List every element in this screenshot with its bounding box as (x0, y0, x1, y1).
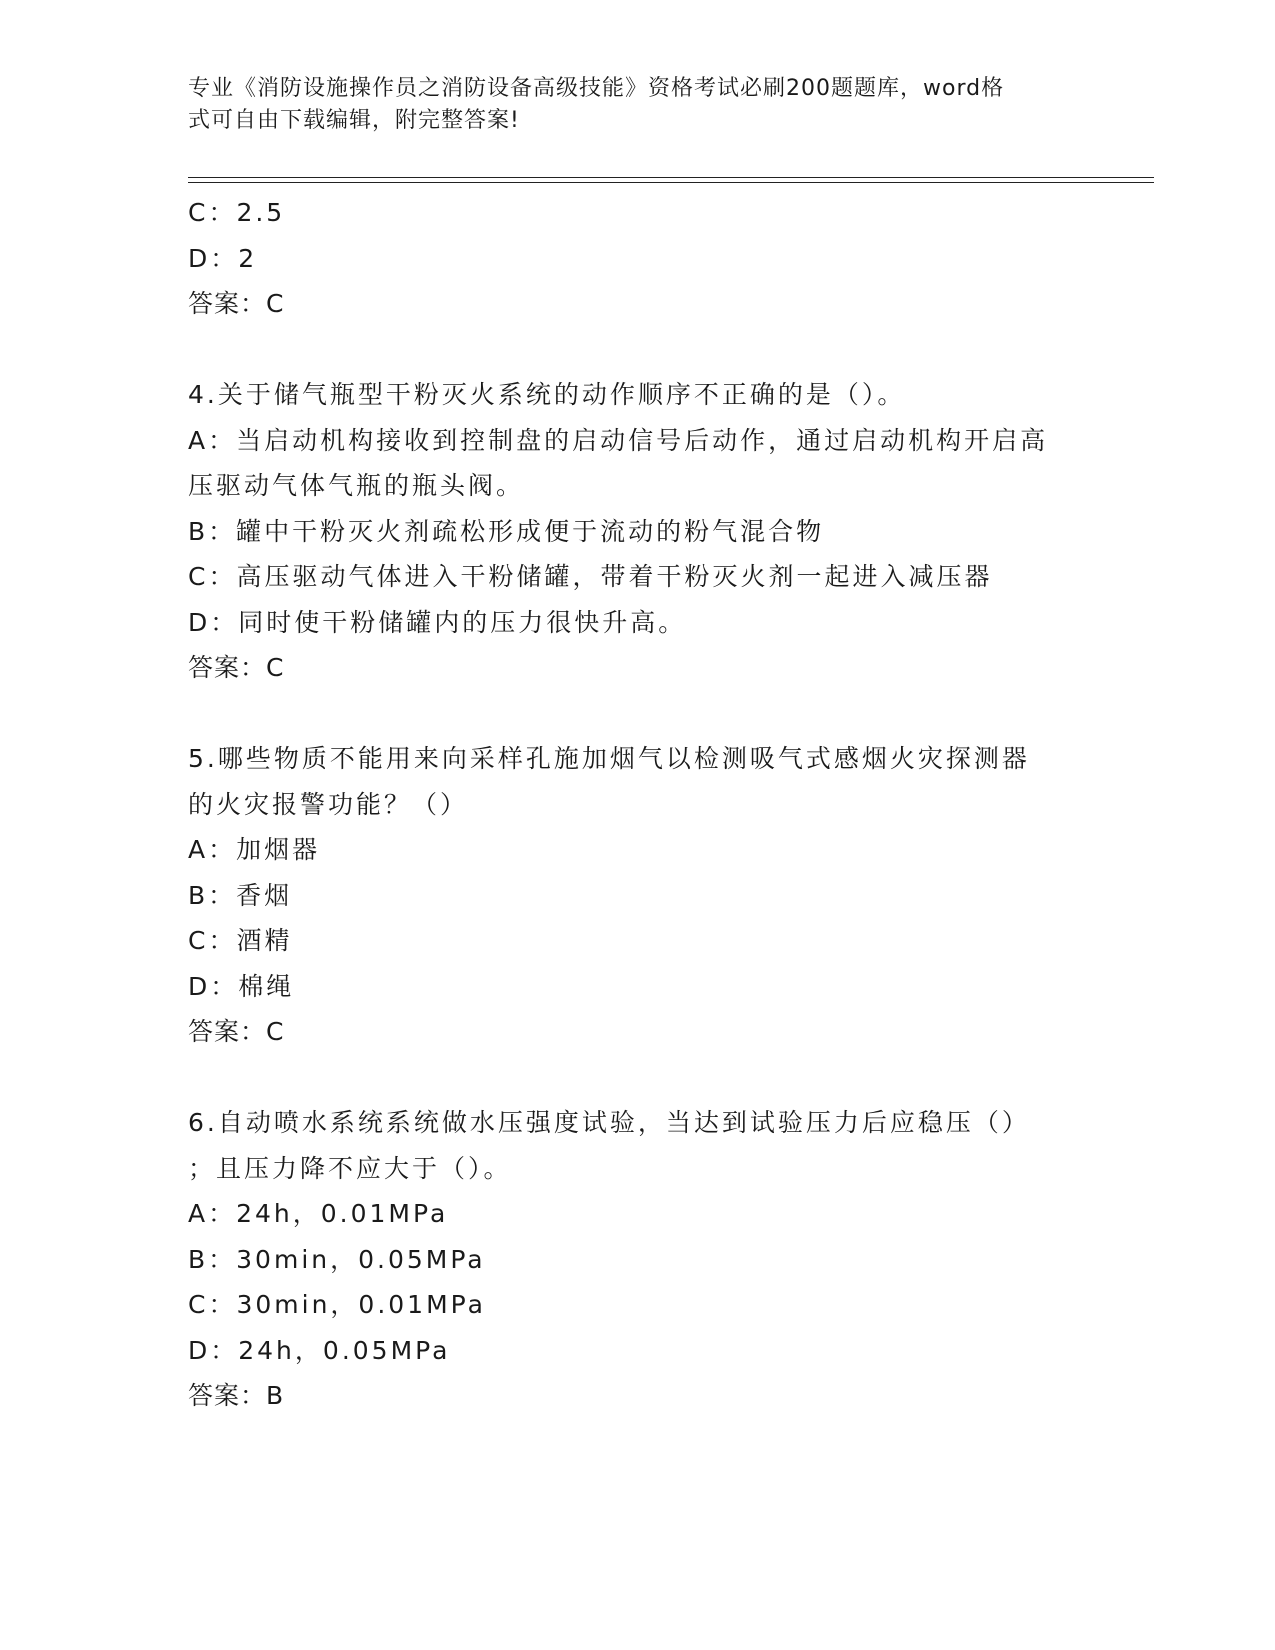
answer: 答案：C (188, 289, 285, 318)
header-rule-top (188, 177, 1154, 178)
spacer (188, 1055, 1088, 1101)
header-rule-bottom (188, 182, 1154, 183)
question-stem: 4.关于储气瓶型干粉灭火系统的动作顺序不正确的是（）。 (188, 380, 906, 409)
header-line-1: 专业《消防设施操作员之消防设备高级技能》资格考试必刷200题题库，word格 (188, 76, 1005, 101)
option-c: C：30min，0.01MPa (188, 1290, 486, 1319)
answer: 答案：B (188, 1381, 285, 1410)
option-b: B：香烟 (188, 880, 293, 910)
option-d: D：24h，0.05MPa (188, 1335, 451, 1365)
spacer (188, 691, 1088, 737)
option-d: D：2 (188, 243, 258, 273)
question-stem-continued: 的火灾报警功能？（） (188, 789, 469, 819)
answer: 答案：C (188, 653, 285, 682)
question-stem: 5.哪些物质不能用来向采样孔施加烟气以检测吸气式感烟火灾探测器 (188, 744, 1030, 773)
option-c: C：酒精 (188, 926, 293, 955)
option-a: A：加烟器 (188, 835, 321, 864)
header-line-2: 式可自由下载编辑，附完整答案! (188, 108, 520, 133)
option-c: C：高压驱动气体进入干粉储罐，带着干粉灭火剂一起进入减压器 (188, 562, 993, 591)
option-b: B：30min，0.05MPa (188, 1244, 486, 1274)
option-d: D：同时使干粉储罐内的压力很快升高。 (188, 607, 687, 637)
option-a-continued: 压驱动气体气瓶的瓶头阀。 (188, 471, 525, 500)
document-header (188, 73, 1068, 137)
option-d: D：棉绳 (188, 971, 295, 1001)
option-c: C：2.5 (188, 198, 286, 227)
question-5 (188, 736, 1088, 1055)
question-list (188, 190, 1088, 1419)
question-4 (188, 372, 1088, 691)
question-6 (188, 1100, 1088, 1419)
question-3-tail (188, 190, 1088, 327)
question-stem-continued: ；且压力降不应大于（）。 (188, 1153, 512, 1183)
answer: 答案：C (188, 1017, 285, 1046)
option-a: A：当启动机构接收到控制盘的启动信号后动作，通过启动机构开启高 (188, 425, 1049, 455)
option-b: B：罐中干粉灭火剂疏松形成便于流动的粉气混合物 (188, 516, 825, 546)
option-a: A：24h，0.01MPa (188, 1199, 449, 1228)
question-stem: 6.自动喷水系统系统做水压强度试验，当达到试验压力后应稳压（） (188, 1108, 1030, 1137)
spacer (188, 327, 1088, 373)
